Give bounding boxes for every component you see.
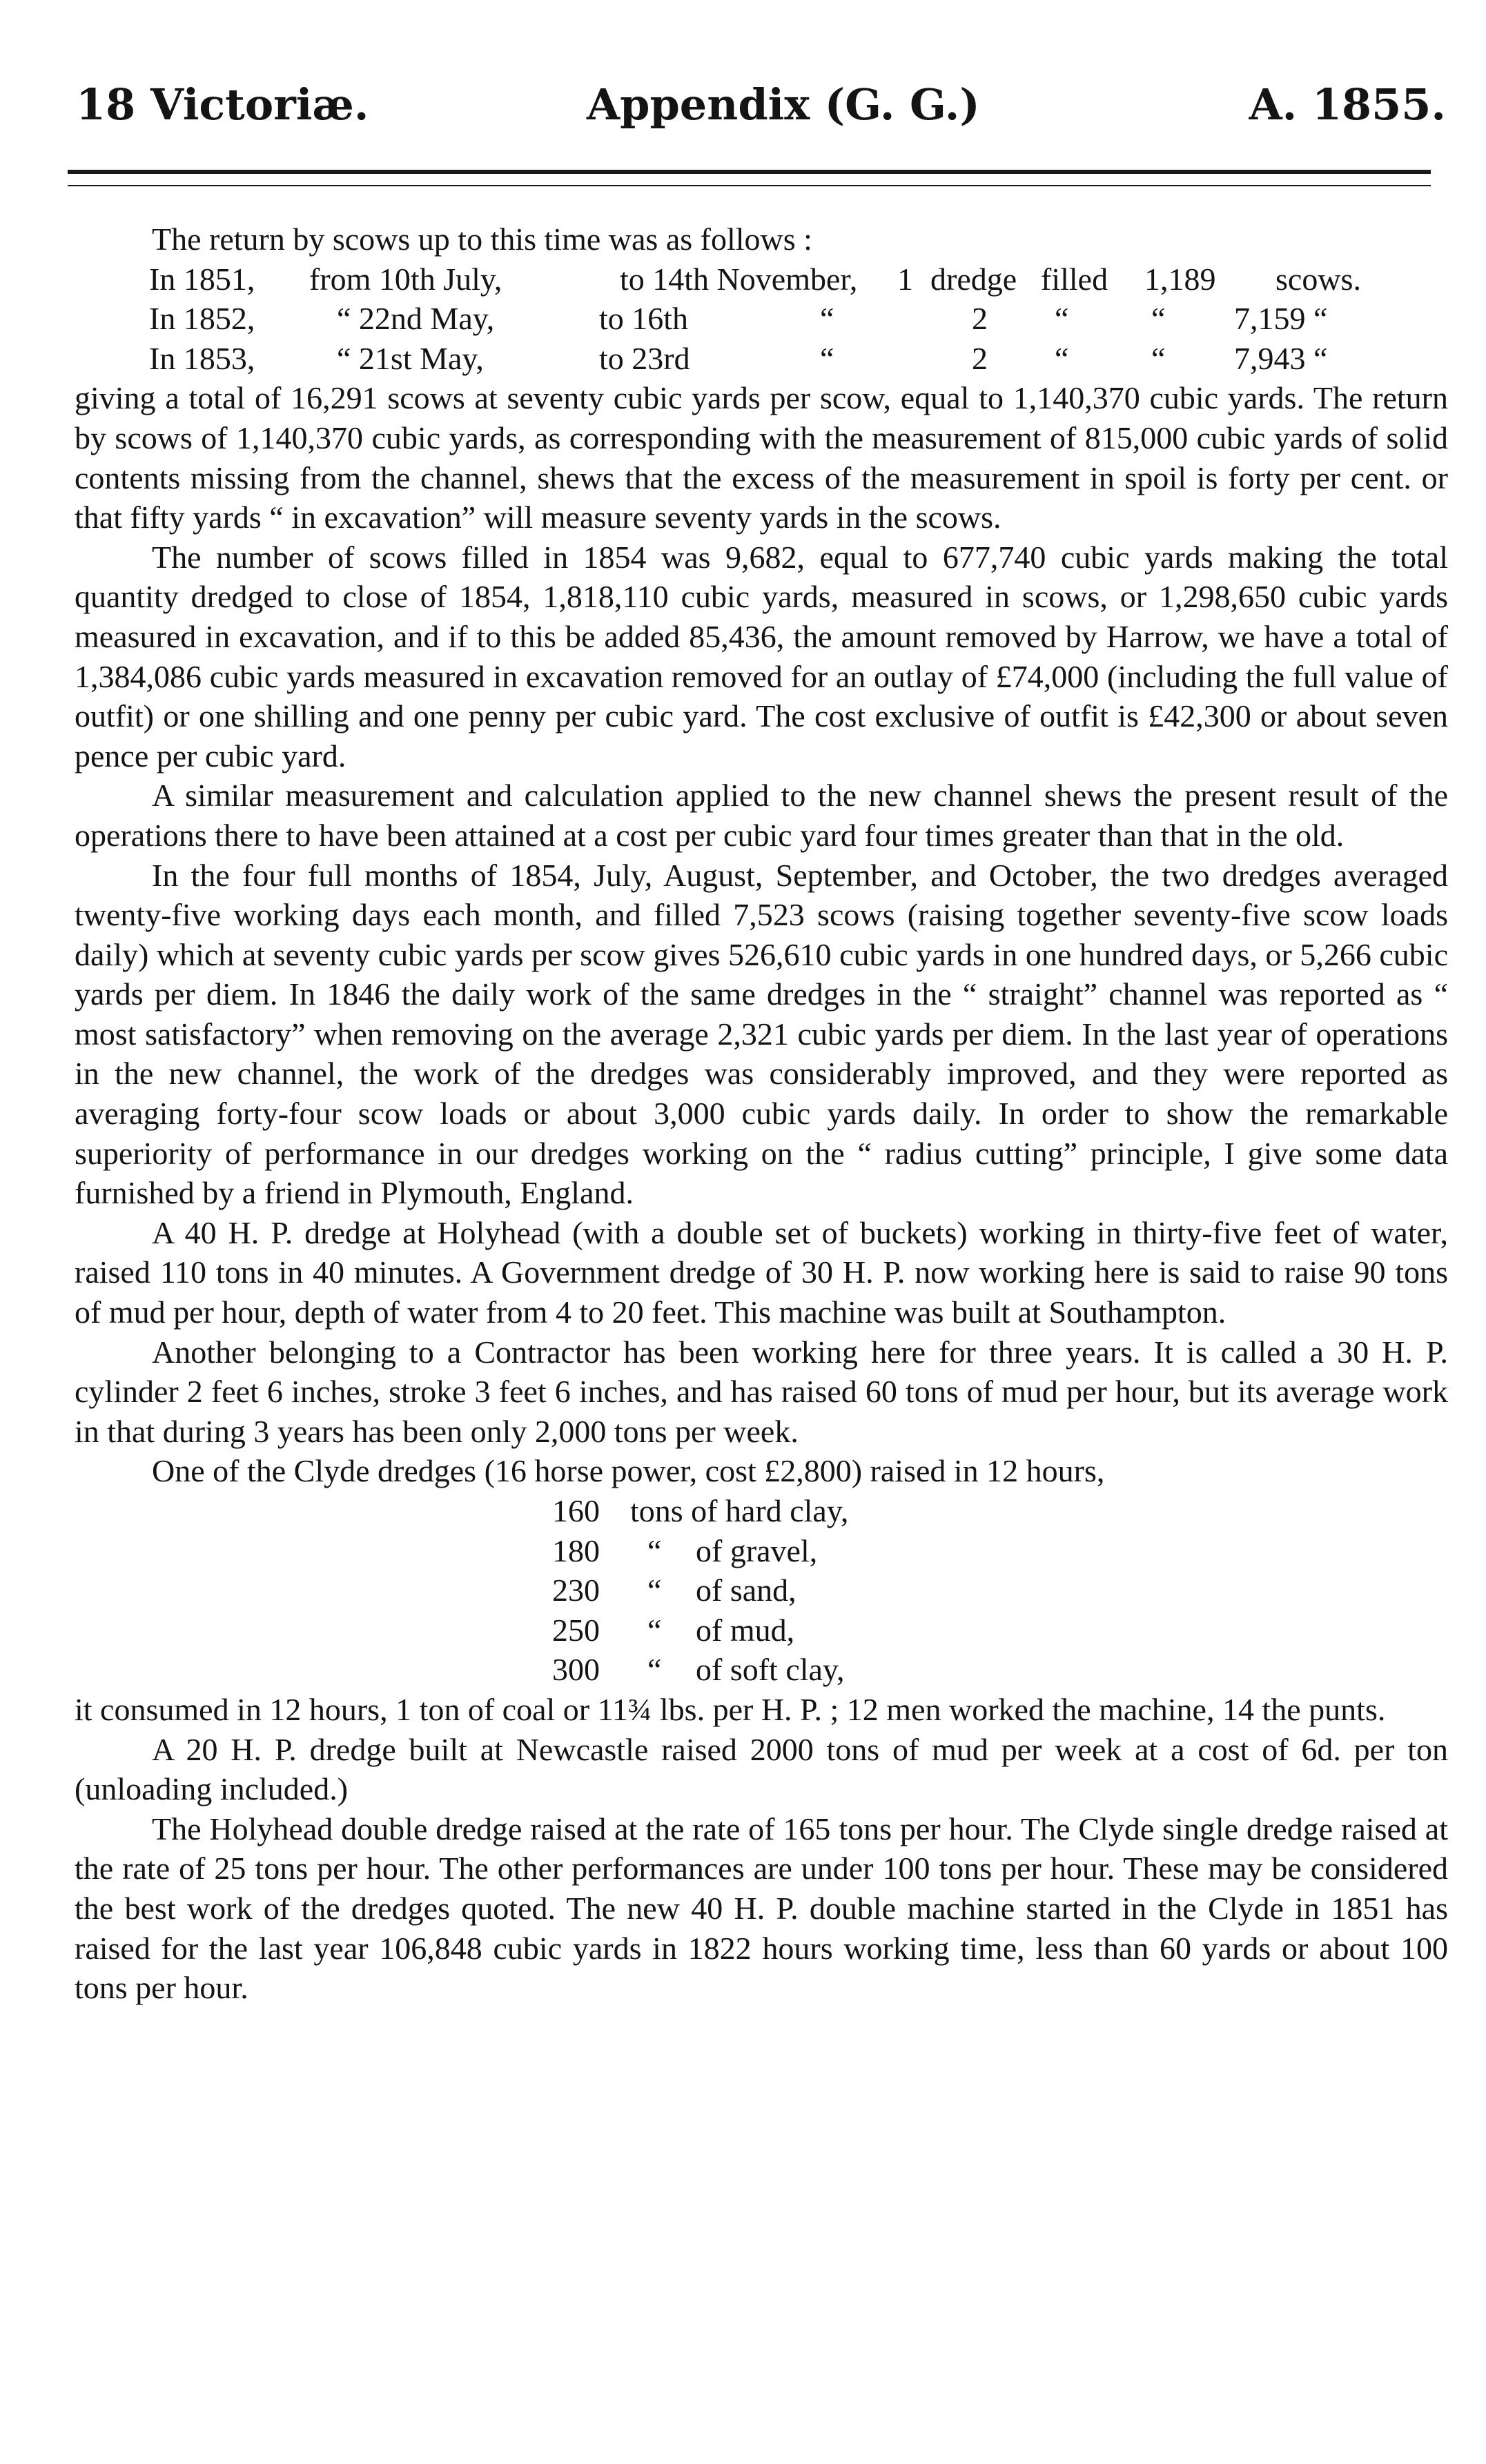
- list-item: [75, 1650, 1448, 1690]
- paragraph-newcastle-dredge: A 20 H. P. dredge built at Newcastle raised 2000 tons of mud per week at a cost of 6d. per ton (unloading included.): [75, 1731, 1448, 1807]
- row-ditto: “: [1055, 340, 1069, 376]
- row-dredge-word: dredge: [930, 261, 1017, 297]
- list-tons: 250: [552, 1612, 600, 1648]
- row-to: to 23rd: [599, 340, 690, 376]
- list-ditto: “: [647, 1573, 662, 1608]
- list-ditto: “: [647, 1612, 662, 1648]
- paragraph-four-months: In the four full months of 1854, July, August, September, and October, the two dredges averaged twenty-five working days each month, and filled 7,523 scows (raising together seventy-five scow loads daily) which at seventy cubic yards per scow gives 526,610 cubic yards in one hundred days, or 5,266 cubic yards per diem. In 1846 the daily work of the same dredges in the “ straight” channel was reported as “ most satisfactory” when removing on the average 2,321 cubic yards per diem. In the last year of operations in the new channel, the work of the dredges was considerably improved, and they were reported as averaging forty-four scow loads or about 3,000 cubic yards daily. In order to show the remarkable superiority of performance in our dredges working on the “ radius cutting” principle, I give some data furnished by a friend in Plymouth, England.: [75, 857, 1448, 1211]
- header-year: A. 1855.: [1249, 79, 1446, 130]
- row-ditto: “: [1151, 340, 1166, 376]
- clyde-output-list: [75, 1491, 1448, 1690]
- table-row: [75, 339, 1448, 379]
- list-material: of sand,: [696, 1573, 796, 1608]
- row-from: from 10th July,: [309, 261, 502, 297]
- row-dredges: 1: [897, 261, 913, 297]
- row-ditto: “: [1151, 301, 1166, 337]
- header-rule-thick: [68, 170, 1431, 174]
- paragraph-new-channel: A similar measurement and calculation applied to the new channel shews the present result of the operations there to have been attained at a cost per cubic yard four times greater than that in the old.: [75, 778, 1448, 853]
- row-year: In 1853,: [149, 340, 255, 376]
- paragraph-holyhead-dredge: A 40 H. P. dredge at Holyhead (with a double set of buckets) working in thirty-five feet of water, raised 110 tons in 40 minutes. A Government dredge of 30 H. P. now working here is said to raise 90 tons of mud per hour, depth of water from 4 to 20 feet. This machine was built at Southampton.: [75, 1214, 1448, 1330]
- paragraph-coal-consumption: it consumed in 12 hours, 1 ton of coal or 11¾ lbs. per H. P. ; 12 men worked the machine, 14 the punts.: [75, 1691, 1386, 1727]
- list-material: of gravel,: [696, 1532, 818, 1568]
- paragraph-contractor-dredge: Another belonging to a Contractor has been working here for three years. It is called a 30 H. P. cylinder 2 feet 6 inches, stroke 3 feet 6 inches, and has raised 60 tons of mud per hour, but its average work in that during 3 years has been only 2,000 tons per week.: [75, 1334, 1448, 1449]
- row-count: 7,159 “: [1234, 301, 1328, 337]
- list-material: of mud,: [696, 1612, 795, 1648]
- row-to: to 14th November,: [620, 261, 858, 297]
- list-ditto: “: [647, 1532, 662, 1568]
- header-session: 18 Victoriæ.: [76, 79, 369, 130]
- list-material: tons of hard clay,: [630, 1493, 849, 1528]
- row-ditto: “: [820, 340, 834, 376]
- list-ditto: “: [647, 1652, 662, 1688]
- paragraph-clyde-dredges: One of the Clyde dredges (16 horse power, cost £2,800) raised in 12 hours,: [152, 1453, 1105, 1489]
- row-unit: scows.: [1275, 261, 1361, 297]
- list-tons: 230: [552, 1573, 600, 1608]
- list-item: [75, 1531, 1448, 1571]
- running-header: [76, 77, 1446, 139]
- table-row: [75, 259, 1448, 299]
- paragraph-best-work: The Holyhead double dredge raised at the rate of 165 tons per hour. The Clyde single dredge raised at the rate of 25 tons per hour. The other performances are under 100 tons per hour. These may be considered the best work of the dredges quoted. The new 40 H. P. double machine started in the Clyde in 1851 has raised for the last year 106,848 cubic yards in 1822 hours working time, less than 60 yards or about 100 tons per hour.: [75, 1811, 1448, 2006]
- list-material: of soft clay,: [696, 1652, 845, 1688]
- table-row: [75, 299, 1448, 339]
- list-tons: 180: [552, 1532, 600, 1568]
- row-filled-word: filled: [1041, 261, 1108, 297]
- row-ditto: “: [1055, 301, 1069, 337]
- row-year: In 1851,: [149, 261, 255, 297]
- header-rule-thin: [68, 185, 1431, 186]
- row-from: “ 21st May,: [337, 340, 484, 376]
- intro-line: The return by scows up to this time was as follows :: [152, 221, 812, 257]
- row-year: In 1852,: [149, 301, 255, 337]
- list-tons: 160: [552, 1493, 600, 1528]
- row-dredges: 2: [972, 301, 988, 337]
- row-from: “ 22nd May,: [337, 301, 495, 337]
- list-item: [75, 1570, 1448, 1610]
- list-item: [75, 1610, 1448, 1650]
- scow-return-table: [75, 259, 1448, 379]
- paragraph-total-scows: giving a total of 16,291 scows at seventy cubic yards per scow, equal to 1,140,370 cubic yards. The return by scows of 1,140,370 cubic yards, as corresponding with the measurement of 815,000 cubic yards of solid contents missing from the channel, shews that the excess of the measurement in spoil is forty per cent. or that fifty yards “ in excavation” will measure seventy yards in the scows.: [75, 380, 1448, 535]
- row-ditto: “: [820, 301, 834, 337]
- row-count: 7,943 “: [1234, 340, 1328, 376]
- paragraph-1854-scows: The number of scows filled in 1854 was 9,682, equal to 677,740 cubic yards making the total quantity dredged to close of 1854, 1,818,110 cubic yards, measured in scows, or 1,298,650 cubic yards measured in excavation, and if to this be added 85,436, the amount removed by Harrow, we have a total of 1,384,086 cubic yards measured in excavation removed for an outlay of £74,000 (including the full value of outfit) or one shilling and one penny per cubic yard. The cost exclusive of outfit is £42,300 or about seven pence per cubic yard.: [75, 539, 1448, 773]
- list-tons: 300: [552, 1652, 600, 1688]
- page-body: [75, 219, 1448, 2008]
- header-appendix: Appendix (G. G.): [587, 79, 980, 130]
- list-item: [75, 1491, 1448, 1531]
- row-count: 1,189: [1144, 261, 1216, 297]
- row-dredges: 2: [972, 340, 988, 376]
- row-to: to 16th: [599, 301, 689, 337]
